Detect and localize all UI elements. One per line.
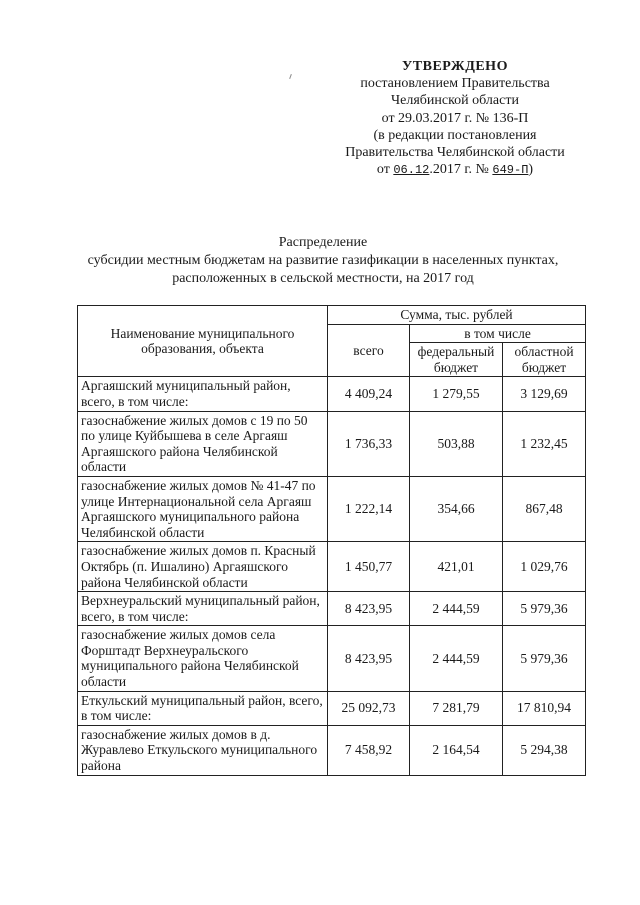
- header-name: Наименование муниципального образования, объекта: [78, 306, 328, 377]
- row-name-cell: газоснабжение жилых домов в д. Журавлево Еткульского муниципального района: [78, 725, 328, 775]
- approval-line-4: (в редакции постановления: [373, 127, 537, 143]
- row-federal-cell: 421,01: [410, 542, 503, 592]
- document-title: [60, 234, 586, 288]
- row-total-cell: 1 450,77: [328, 542, 410, 592]
- row-total-cell: 8 423,95: [328, 592, 410, 626]
- row-federal-cell: 7 281,79: [410, 691, 503, 725]
- header-including: в том числе: [410, 324, 586, 343]
- amend-middle: .2017 г. №: [429, 162, 493, 178]
- row-regional-cell: 1 232,45: [503, 411, 586, 476]
- row-total-cell: 1 736,33: [328, 411, 410, 476]
- approval-line-3: от 29.03.2017 г. № 136-П: [381, 110, 529, 126]
- row-name-cell: газоснабжение жилых домов п. Красный Октябрь (п. Ишалино) Аргаяшского района Челябинской области: [78, 542, 328, 592]
- row-name-cell: Еткульский муниципальный район, всего, в том числе:: [78, 691, 328, 725]
- table-row: [78, 411, 586, 476]
- stray-mark: [289, 74, 292, 79]
- row-regional-cell: 3 129,69: [503, 377, 586, 411]
- row-total-cell: 25 092,73: [328, 691, 410, 725]
- row-name-cell: Верхнеуральский муниципальный район, всего, в том числе:: [78, 592, 328, 626]
- row-name-cell: газоснабжение жилых домов с 19 по 50 по улице Куйбышева в селе Аргаяш Аргаяшского района Челябинской области: [78, 411, 328, 476]
- amend-number: 649-П: [492, 163, 529, 178]
- row-name-cell: Аргаяшский муниципальный район, всего, в том числе:: [78, 377, 328, 411]
- row-federal-cell: 2 164,54: [410, 725, 503, 775]
- row-federal-cell: 1 279,55: [410, 377, 503, 411]
- title-line-2: субсидии местным бюджетам на развитие газификации в населенных пунктах,: [87, 253, 559, 268]
- table-row: [78, 592, 586, 626]
- row-total-cell: 1 222,14: [328, 476, 410, 541]
- row-name-cell: газоснабжение жилых домов села Форштадт Верхнеуральского муниципального района Челябинской области: [78, 626, 328, 691]
- row-regional-cell: 5 979,36: [503, 592, 586, 626]
- approval-line-1: постановлением Правительства: [360, 76, 550, 92]
- amend-date: 06.12: [393, 163, 430, 178]
- approval-line-2: Челябинской области: [391, 93, 519, 109]
- approval-line-6: [330, 161, 580, 179]
- header-regional: областной бюджет: [503, 343, 586, 377]
- table-row: [78, 725, 586, 775]
- subsidy-table: [77, 305, 586, 776]
- row-regional-cell: 17 810,94: [503, 691, 586, 725]
- amend-prefix: от: [376, 162, 394, 178]
- approval-heading: УТВЕРЖДЕНО: [402, 59, 508, 74]
- row-regional-cell: 1 029,76: [503, 542, 586, 592]
- table-row: [78, 691, 586, 725]
- table-row: [78, 542, 586, 592]
- amend-suffix: ): [528, 162, 534, 178]
- row-total-cell: 8 423,95: [328, 626, 410, 691]
- row-name-cell: газоснабжение жилых домов № 41-47 по улице Интернациональной села Аргаяш Аргаяшского муниципального района Челябинской области: [78, 476, 328, 541]
- approval-stamp: [330, 58, 580, 179]
- row-federal-cell: 2 444,59: [410, 626, 503, 691]
- approval-line-5: Правительства Челябинской области: [345, 145, 565, 161]
- row-total-cell: 4 409,24: [328, 377, 410, 411]
- row-federal-cell: 354,66: [410, 476, 503, 541]
- title-line-1: Распределение: [278, 235, 368, 250]
- row-federal-cell: 503,88: [410, 411, 503, 476]
- row-regional-cell: 5 294,38: [503, 725, 586, 775]
- table-row: [78, 476, 586, 541]
- header-federal: федеральный бюджет: [410, 343, 503, 377]
- header-total: всего: [328, 324, 410, 377]
- title-line-3: расположенных в сельской местности, на 2017 год: [172, 271, 474, 286]
- row-federal-cell: 2 444,59: [410, 592, 503, 626]
- row-regional-cell: 5 979,36: [503, 626, 586, 691]
- table-row: [78, 377, 586, 411]
- row-total-cell: 7 458,92: [328, 725, 410, 775]
- row-regional-cell: 867,48: [503, 476, 586, 541]
- header-sum: Сумма, тыс. рублей: [328, 306, 586, 325]
- table-row: [78, 626, 586, 691]
